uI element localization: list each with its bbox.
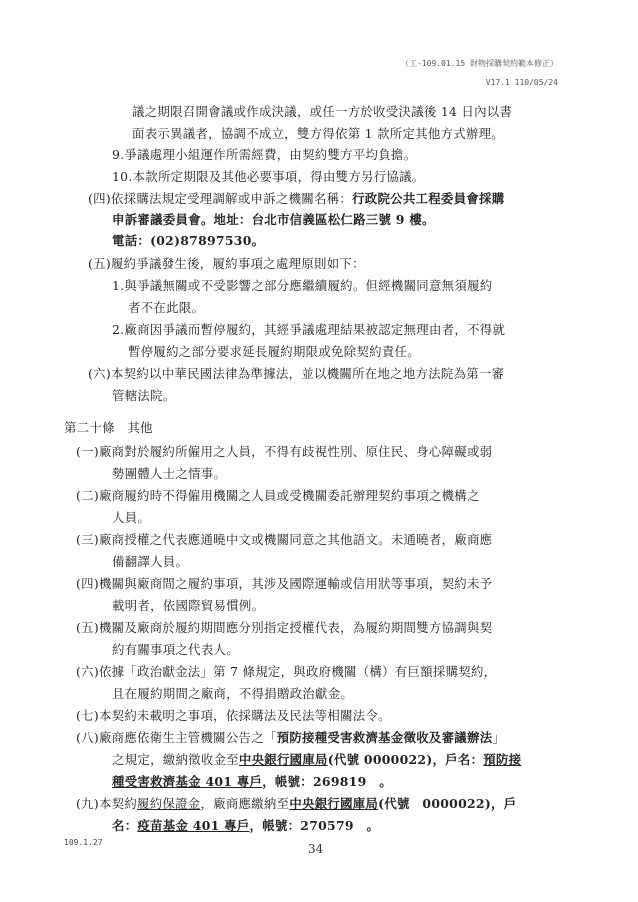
text-line: (三)廠商授權之代表應通曉中文或機關同意之其他語文。未通曉者，廠商應 xyxy=(76,532,493,547)
text-line: 議之期限召開會議或作成決議，或任一方於收受決議後 14 日內以書 xyxy=(132,104,513,119)
text-line: 者不在此限。 xyxy=(128,300,205,315)
text-line: 2.廠商因爭議而暫停履約，其經爭議處理結果被認定無理由者，不得就 xyxy=(112,322,506,337)
text-line: 9.爭議處理小組運作所需經費，由契約雙方平均負擔。 xyxy=(112,147,417,162)
text-line: (一)廠商對於履約所僱用之人員，不得有歧視性別、原住民、身心障礙或弱 xyxy=(76,444,493,459)
text-line: (九)本契約履約保證金，廠商應繳納至中央銀行國庫局(代號 0000022)，戶 xyxy=(76,796,517,811)
text-line: 約有關事項之代表人。 xyxy=(112,642,239,657)
text-line: 人員。 xyxy=(112,510,151,525)
text-line: 1.與爭議無關或不受影響之部分應繼續履約。但經機關同意無須履約 xyxy=(112,278,493,293)
text-line: (六)依據「政治獻金法」第 7 條規定，與政府機關（構）有巨額採購契約， xyxy=(76,664,497,679)
text-line: 種受害救濟基金 401 專戶，帳號：269819 。 xyxy=(112,774,392,789)
text-line: 10.本款所定期限及其他必要事項，得由雙方另行協議。 xyxy=(112,169,425,184)
text-line: (四)機關與廠商間之履約事項，其涉及國際運輸或信用狀等事項，契約未予 xyxy=(76,576,493,591)
text-line: (四)依採購法規定受理調解或申訴之機關名稱：行政院公共工程委員會採購 xyxy=(88,191,505,206)
text-line: (六)本契約以中華民國法律為準據法，並以機關所在地之地方法院為第一審 xyxy=(88,366,505,381)
text-line: (五)機關及廠商於履約期間應分別指定授權代表，為履約期間雙方協調與契 xyxy=(76,620,493,635)
text-line: (二)廠商履約時不得僱用機關之人員或受機關委託辦理契約事項之機構之 xyxy=(76,488,480,503)
section-heading: 第二十條 其他 xyxy=(64,420,153,435)
text-line: 暫停履約之部分要求延長履約期限或免除契約責任。 xyxy=(128,344,420,359)
text-line: 面表示異議者，協調不成立，雙方得依第 1 款所定其他方式辦理。 xyxy=(132,126,504,141)
text-line: 管轄法院。 xyxy=(112,388,176,403)
page-number: 34 xyxy=(308,842,324,856)
text-line: 之規定，繳納徵收金至中央銀行國庫局(代號 0000022)，戶名：預防接 xyxy=(112,752,522,767)
text-line: 電話：(02)87897530。 xyxy=(112,233,265,248)
text-line: (八)廠商應依衛生主管機關公告之「預防接種受害救濟基金徵收及審議辦法」 xyxy=(76,730,506,745)
footer-date: 109.1.27 xyxy=(64,838,103,847)
version-note: V17.1 110/05/24 xyxy=(485,78,558,87)
text-line: 備翻譯人員。 xyxy=(112,554,189,569)
text-line: 載明者，依國際貿易慣例。 xyxy=(112,598,265,613)
text-line: 勢團體人士之情事。 xyxy=(112,466,227,481)
revision-note: （工-109.01.15 財物採購契約範本修正） xyxy=(401,59,558,68)
text-line: (七)本契約未載明之事項，依採購法及民法等相關法令。 xyxy=(76,708,391,723)
text-line: (五)履約爭議發生後，履約事項之處理原則如下： xyxy=(88,256,365,271)
text-line: 且在履約期間之廠商，不得捐贈政治獻金。 xyxy=(112,686,354,701)
text-line: 申訴審議委員會。地址：台北市信義區松仁路三號 9 樓。 xyxy=(112,212,435,227)
text-line: 名：疫苗基金 401 專戶，帳號：270579 。 xyxy=(112,818,380,833)
